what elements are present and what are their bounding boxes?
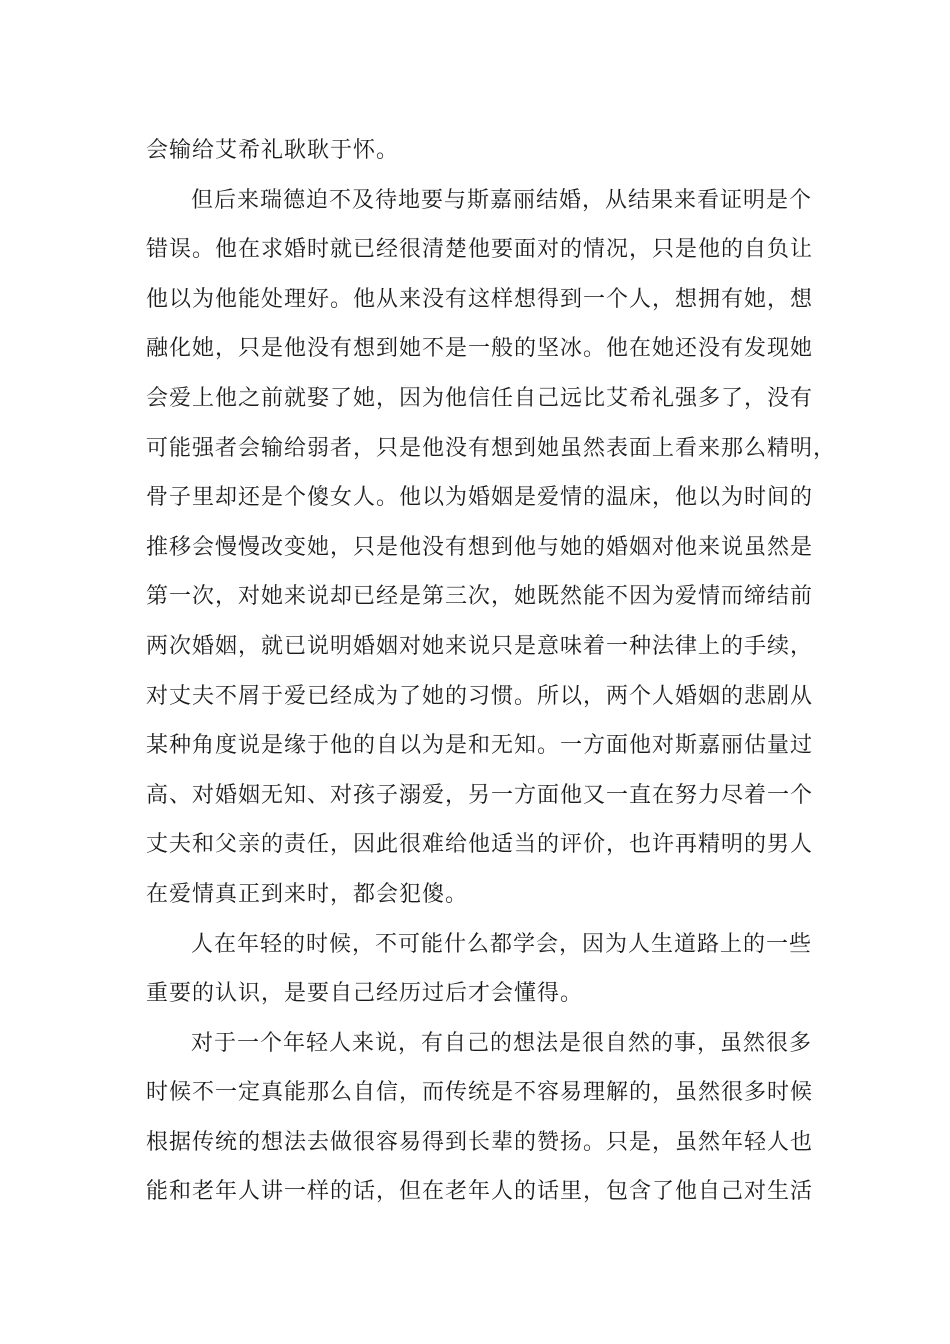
text-line: 他以为他能处理好。他从来没有这样想得到一个人，想拥有她，想 bbox=[146, 286, 814, 312]
text-line: 人在年轻的时候，不可能什么都学会，因为人生道路上的一些 bbox=[191, 931, 813, 957]
text-line: 融化她，只是他没有想到她不是一般的坚冰。他在她还没有发现她 bbox=[146, 336, 814, 362]
text-line: 两次婚姻，就已说明婚姻对她来说只是意味着一种法律上的手续， bbox=[146, 633, 814, 659]
text-line: 丈夫和父亲的责任，因此很难给他适当的评价，也许再精明的男人 bbox=[146, 832, 814, 858]
text-line: 但后来瑞德迫不及待地要与斯嘉丽结婚，从结果来看证明是个 bbox=[191, 187, 813, 213]
text-line: 时候不一定真能那么自信，而传统是不容易理解的，虽然很多时候 bbox=[146, 1080, 814, 1106]
text-line: 骨子里却还是个傻女人。他以为婚姻是爱情的温床，他以为时间的 bbox=[146, 485, 814, 511]
text-line: 第一次，对她来说却已经是第三次，她既然能不因为爱情而缔结前 bbox=[146, 584, 814, 610]
text-line: 某种角度说是缘于他的自以为是和无知。一方面他对斯嘉丽估量过 bbox=[146, 733, 814, 759]
text-line: 会输给艾希礼耿耿于怀。 bbox=[146, 138, 400, 163]
text-line: 在爱情真正到来时，都会犯傻。 bbox=[146, 881, 469, 907]
text-line: 可能强者会输给弱者，只是他没有想到她虽然表面上看来那么精明， bbox=[146, 435, 837, 461]
text-line: 根据传统的想法去做很容易得到长辈的赞扬。只是，虽然年轻人也 bbox=[146, 1129, 814, 1155]
text-line: 能和老年人讲一样的话，但在老年人的话里，包含了他自己对生活 bbox=[146, 1179, 814, 1205]
text-line: 对丈夫不屑于爱已经成为了她的习惯。所以，两个人婚姻的悲剧从 bbox=[146, 683, 814, 709]
text-line: 重要的认识，是要自己经历过后才会懂得。 bbox=[146, 981, 584, 1007]
text-line: 推移会慢慢改变她，只是他没有想到他与她的婚姻对他来说虽然是 bbox=[146, 534, 814, 560]
text-line: 错误。他在求婚时就已经很清楚他要面对的情况，只是他的自负让 bbox=[146, 237, 814, 263]
text-line: 高、对婚姻无知、对孩子溺爱，另一方面他又一直在努力尽着一个 bbox=[146, 782, 814, 808]
text-line: 对于一个年轻人来说，有自己的想法是很自然的事，虽然很多 bbox=[191, 1030, 813, 1056]
text-line: 会爱上他之前就娶了她，因为他信任自己远比艾希礼强多了，没有 bbox=[146, 385, 814, 411]
body-text bbox=[146, 126, 837, 1217]
